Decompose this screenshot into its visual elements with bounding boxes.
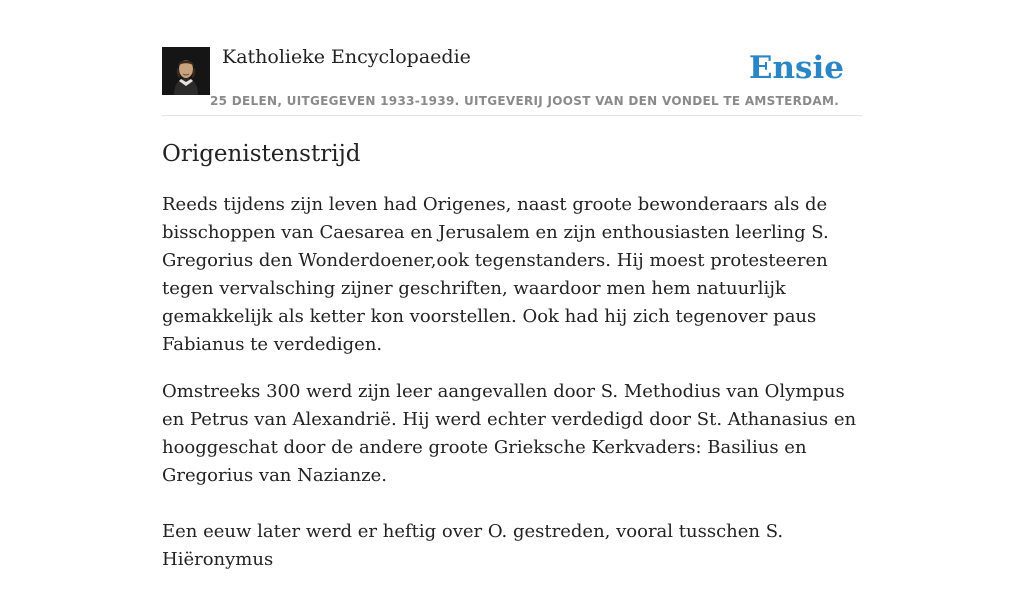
portrait-avatar[interactable] [162, 47, 210, 95]
portrait-icon [162, 47, 210, 95]
ensie-logo-link[interactable]: Ensie [748, 50, 844, 86]
article-paragraph: Reeds tijdens zijn leven had Origenes, naast groote bewonderaars als de bisschoppen van Caesarea en Jerusalem en zijn enthousiasten leerling S. Gregorius den Wonderdoener,ook tegenstanders. Hij moest protesteeren tegen vervalsching zijner geschriften, waardoor men hem natuurlijk gemakkelijk als ketter kon voorstellen. Ook had hij zich tegenover paus Fabianus te verdedigen. [162, 194, 829, 355]
article-paragraph: Een eeuw later werd er heftig over O. gestreden, vooral tusschen S. Hiëronymus [162, 521, 784, 570]
article-title: Origenistenstrijd [162, 141, 361, 167]
article-paragraph: Omstreeks 300 werd zijn leer aangevallen door S. Methodius van Olympus en Petrus van Alexandrië. Hij werd echter verdedigd door St. Athanasius en hooggeschat door de andere groote Grieksche Kerkvaders: Basilius en Gregorius van Nazianze. [162, 381, 857, 486]
article-content [162, 138, 862, 593]
source-header [162, 46, 862, 116]
source-meta: 25 DELEN, UITGEGEVEN 1933-1939. UITGEVERIJ JOOST VAN DEN VONDEL TE AMSTERDAM. [210, 94, 840, 108]
source-title[interactable]: Katholieke Encyclopaedie [222, 46, 471, 68]
